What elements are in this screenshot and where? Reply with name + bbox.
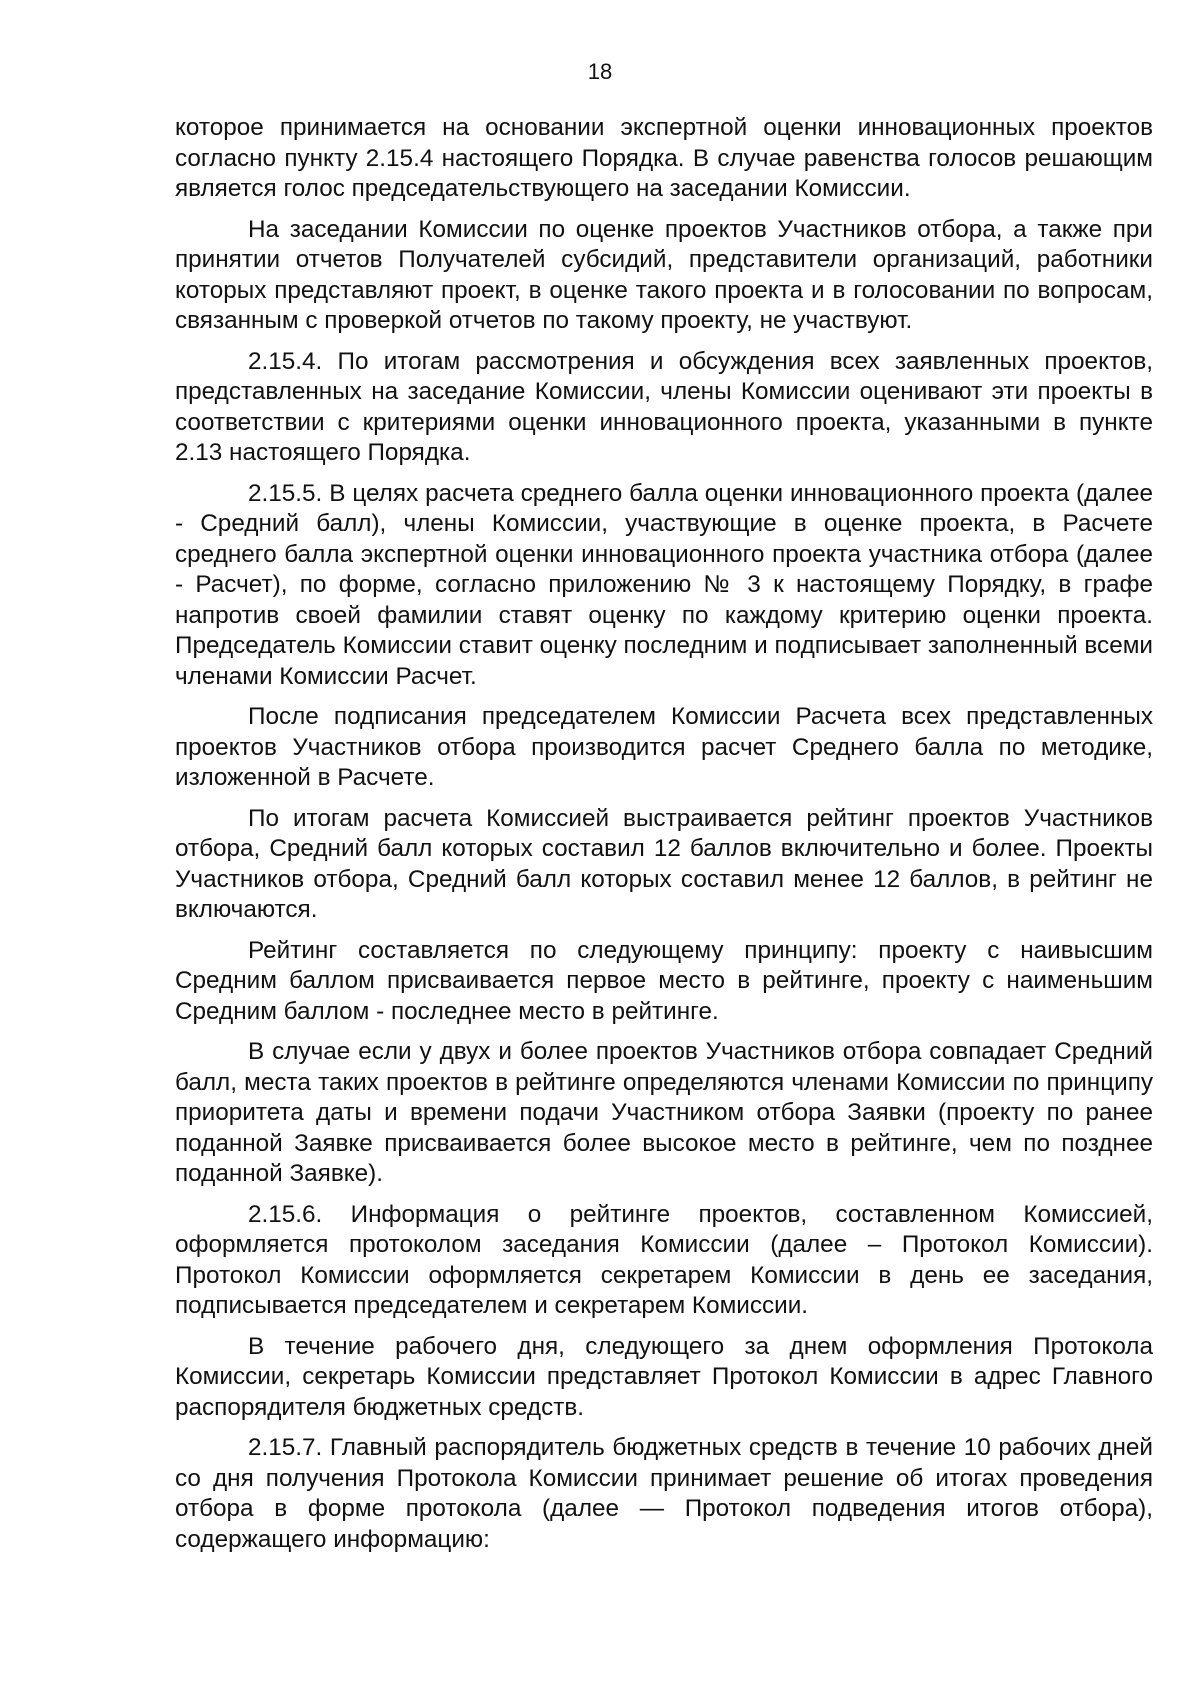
document-body — [175, 113, 1153, 1565]
paragraph-2-15-4: 2.15.4. По итогам рассмотрения и обсуждения всех заявленных проектов, представленных на заседание Комиссии, члены Комиссии оценивают эти проекты в соответствии с критериями оценки инновационного проекта, указанными в пункте 2.13 настоящего Порядка. — [175, 347, 1153, 466]
paragraph-rating-build: По итогам расчета Комиссией выстраивается рейтинг проектов Участников отбора, Средний балл которых составил 12 баллов включительно и более. Проекты Участников отбора, Средний балл которых составил менее 12 баллов, в рейтинг не включаются. — [175, 804, 1153, 923]
paragraph-commission-members: На заседании Комиссии по оценке проектов Участников отбора, а также при принятии отчетов Получателей субсидий, представители организаций, работники которых представляют проект, в оценке такого проекта и в голосовании по вопросам, связанным с проверкой отчетов по такому проекту, не участвуют. — [175, 215, 1153, 334]
paragraph-equal-score: В случае если у двух и более проектов Участников отбора совпадает Средний балл, места таких проектов в рейтинге определяются членами Комиссии по принципу приоритета даты и времени подачи Участником отбора Заявки (проекту по ранее поданной Заявке присваивается более высокое место в рейтинге, чем по позднее поданной Заявке). — [175, 1038, 1153, 1187]
paragraph-2-15-5: 2.15.5. В целях расчета среднего балла оценки инновационного проекта (далее - Средний балл), члены Комиссии, участвующие в оценке проекта, в Расчете среднего балла экспертной оценки инновационного проекта участника отбора (далее - Расчет), по форме, согласно приложению № 3 к настоящему Порядку, в графе напротив своей фамилии ставят оценку по каждому критерию оценки проекта. Председатель Комиссии ставит оценку последним и подписывает заполненный всеми членами Комиссии Расчет. — [175, 479, 1153, 690]
page-number: 18 — [587, 59, 613, 84]
paragraph-2-15-7: 2.15.7. Главный распорядитель бюджетных средств в течение 10 рабочих дней со дня получения Протокола Комиссии принимает решение об итогах проведения отбора в форме протокола (далее — Протокол подведения итогов отбора), содержащего информацию: — [175, 1434, 1153, 1553]
paragraph-protocol-submission: В течение рабочего дня, следующего за днем оформления Протокола Комиссии, секретарь Комиссии представляет Протокол Комиссии в адрес Главного распорядителя бюджетных средств. — [175, 1332, 1153, 1421]
paragraph-after-signing: После подписания председателем Комиссии Расчета всех представленных проектов Участников отбора производится расчет Среднего балла по методике, изложенной в Расчете. — [175, 703, 1153, 791]
paragraph-rating-principle: Рейтинг составляется по следующему принципу: проекту с наивысшим Средним баллом присваивается первое место в рейтинге, проекту с наименьшим Средним баллом - последнее место в рейтинге. — [175, 936, 1153, 1025]
paragraph-continuation: которое принимается на основании экспертной оценки инновационных проектов согласно пункту 2.15.4 настоящего Порядка. В случае равенства голосов решающим является голос председательствующего на заседании Комиссии. — [175, 114, 1153, 202]
paragraph-2-15-6: 2.15.6. Информация о рейтинге проектов, составленном Комиссией, оформляется протоколом заседания Комиссии (далее – Протокол Комиссии). Протокол Комиссии оформляется секретарем Комиссии в день ее заседания, подписывается председателем и секретарем Комиссии. — [175, 1200, 1153, 1319]
